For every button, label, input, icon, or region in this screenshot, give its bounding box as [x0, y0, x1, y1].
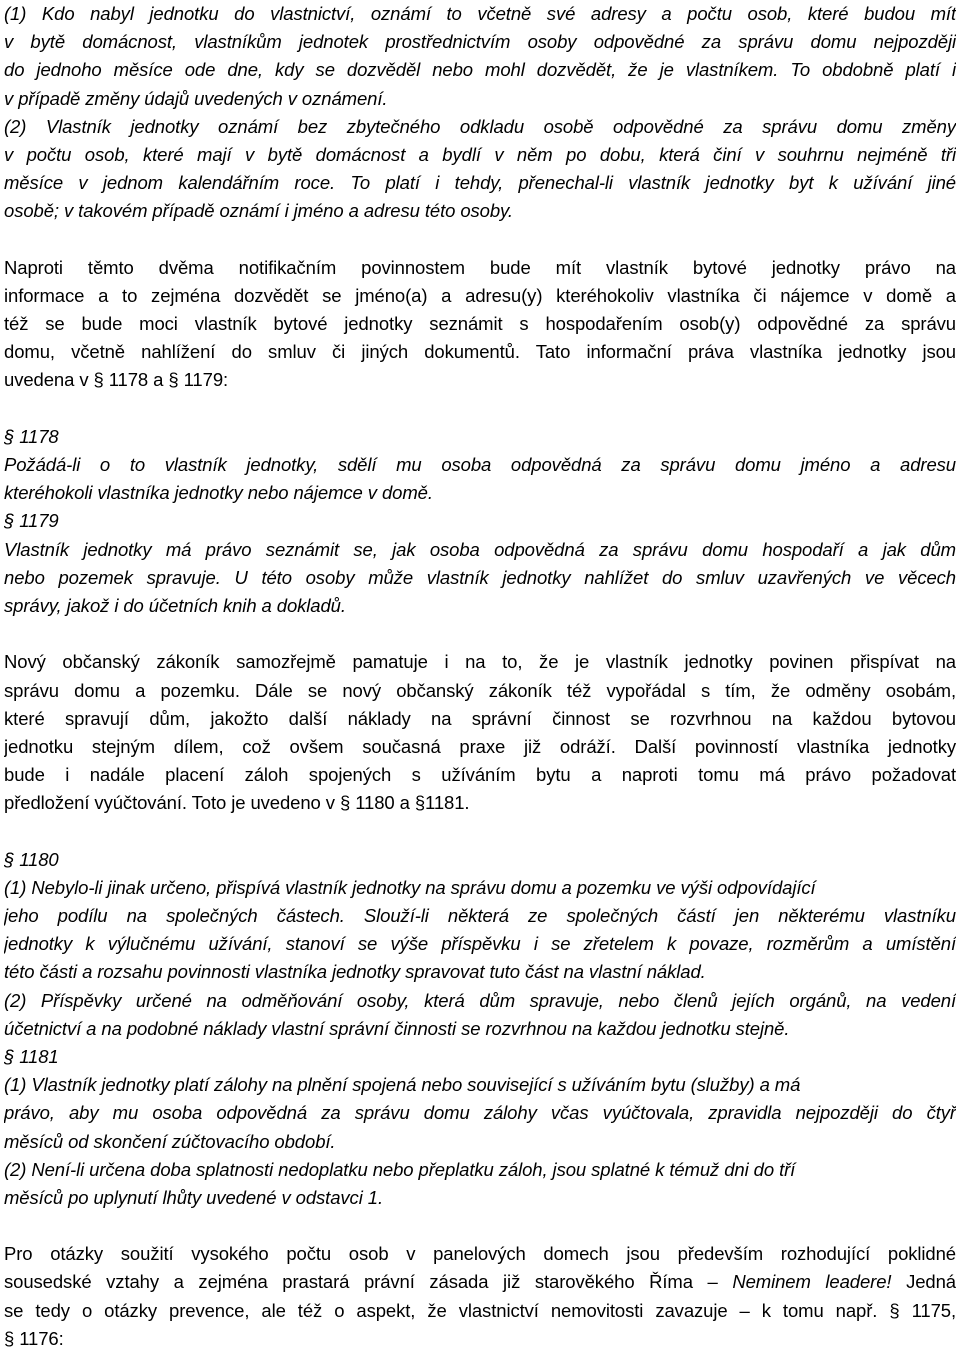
text-line: správu domu a pozemku. Dále se nový občanský zákoník též vypořádal s tím, že odměny osobám, — [4, 679, 956, 701]
text-line: jednotku stejným dílem, což ovšem současná praxe již odráží. Další povinností vlastníka jednotky — [4, 735, 956, 757]
text-line: kteréhokoli vlastníka jednotky nebo nájemce v domě. — [4, 482, 433, 504]
text-line: Naproti těmto dvěma notifikačním povinnostem bude mít vlastník bytové jednotky právo na — [4, 256, 956, 278]
text-line: Nový občanský zákoník samozřejmě pamatuje i na to, že je vlastník jednotky povinen přispívat na — [4, 651, 956, 673]
text-line: (1) Vlastník jednotky platí zálohy na plnění spojená nebo související s užíváním bytu (služby) a má — [4, 1074, 801, 1096]
text-line: jednotky k výlučnému užívání, stanoví se výše příspěvku i se zřetelem k povaze, rozměrům a umístění — [4, 933, 956, 955]
text-line: (2) Není-li určena doba splatnosti nedoplatku nebo přeplatku záloh, jsou splatné k témuž dni do tří — [4, 1158, 796, 1180]
text-line: této části a rozsahu povinnosti vlastníka jednotky spravovat tuto část na vlastní náklad. — [4, 961, 706, 983]
text-line: § 1176: — [4, 1327, 64, 1349]
text-line: se tedy o otázky prevence, ale též o aspekt, že vlastnictví nemovitosti zavazuje – k tomu např. § 1175, — [4, 1299, 956, 1321]
paragraph-gap — [4, 395, 956, 423]
latin-maxim: Neminem leadere! — [732, 1271, 892, 1293]
paragraph-gap — [4, 817, 956, 845]
text-line: měsíců od skončení zúčtovacího období. — [4, 1130, 336, 1152]
document-page — [4, 0, 956, 1353]
text-line: které spravují dům, jakožto další náklady na správní činnost se rozvrhnou na každou bytovou — [4, 707, 956, 729]
text-line: § 1179 — [4, 510, 59, 532]
text-line: v případě změny údajů uvedených v oznámení. — [4, 87, 388, 109]
text-line: § 1178 — [4, 425, 59, 447]
text-line: (1) Nebylo-li jinak určeno, přispívá vlastník jednotky na správu domu a pozemku ve výši odpovídající — [4, 876, 816, 898]
text-line: jeho podílu na společných částech. Slouží-li některá ze společných částí jen některému vlastníku — [4, 905, 956, 926]
text-line: osobě; v takovém případě oznámí i jméno a adresu této osoby. — [4, 200, 513, 222]
text-line: účetnictví a na podobné náklady vlastní správní činnosti se rozvrhnou na každou jednotku stejně. — [4, 1017, 790, 1039]
text-line: informace a to zejména dozvědět se jméno(a) a adresu(y) kteréhokoliv vlastníka či nájemce v domě a — [4, 284, 956, 306]
text-line: právo, aby mu osoba odpovědná za správu domu zálohy včas vyúčtovala, zpravidla nejpozději do čtyř — [4, 1102, 956, 1124]
text-line: správy, jakož i do účetních knih a dokladů. — [4, 594, 346, 616]
text-line: (2) Příspěvky určené na odměňování osoby, která dům spravuje, nebo členů jejích orgánů, na vedení — [4, 989, 956, 1011]
text-line: bude i nadále placení záloh spojených s užíváním bytu a naproti tomu má právo požadovat — [4, 764, 956, 786]
text-line — [4, 1268, 956, 1296]
text-line: v bytě domácnost, vlastníkům jednotek prostřednictvím osoby odpovědné za správu domu nejpozději — [4, 31, 956, 53]
text-line: domu, včetně nahlížení do smluv či jiných dokumentů. Tato informační práva vlastníka jednotky jsou — [4, 341, 956, 363]
text-line: Pro otázky soužití vysokého počtu osob v panelových domech jsou především rozhodující poklidné — [4, 1243, 956, 1265]
text-line: § 1181 — [4, 1045, 59, 1067]
text-line: Vlastník jednotky má právo seznámit se, jak osoba odpovědná za správu domu hospodaří a jak dům — [4, 538, 956, 560]
paragraph-gap — [4, 1212, 956, 1240]
text-line: Požádá-li o to vlastník jednotky, sdělí mu osoba odpovědná za správu domu jméno a adresu — [4, 454, 956, 475]
text-line: (2) Vlastník jednotky oznámí bez zbytečného odkladu osobě odpovědné za správu domu změny — [4, 115, 956, 137]
text-line: nebo pozemek spravuje. U této osoby může vlastník jednotky nahlížet do smluv uzavřených ve věcech — [4, 566, 956, 588]
text-line: měsíců po uplynutí lhůty uvedené v odstavci 1. — [4, 1186, 383, 1208]
text-line: předložení vyúčtování. Toto je uvedeno v § 1180 a §1181. — [4, 792, 470, 814]
text-line: (1) Kdo nabyl jednotku do vlastnictví, oznámí to včetně své adresy a počtu osob, které budou mít — [4, 3, 956, 24]
text-line: § 1180 — [4, 848, 59, 870]
text-segment: sousedské vztahy a zejména prastará právní zásada již starověkého Říma – — [4, 1271, 733, 1293]
text-segment: Jedná — [891, 1271, 956, 1293]
text-line: v počtu osob, které mají v bytě domácnost a bydlí v něm po dobu, která činí v souhrnu nejméně tři — [4, 143, 956, 165]
paragraph-gap — [4, 620, 956, 648]
text-line: do jednoho měsíce ode dne, kdy se dozvěděl nebo mohl dozvědět, že je vlastníkem. To obdobně platí i — [4, 59, 956, 81]
text-line: uvedena v § 1178 a § 1179: — [4, 369, 229, 391]
paragraph-gap — [4, 226, 956, 254]
text-line: též se bude moci vlastník bytové jednotky seznámit s hospodařením osob(y) odpovědné za správu — [4, 313, 956, 335]
text-line: měsíce v jednom kalendářním roce. To platí i tehdy, přenechal-li vlastník jednotky byt k užívání jiné — [4, 172, 956, 194]
